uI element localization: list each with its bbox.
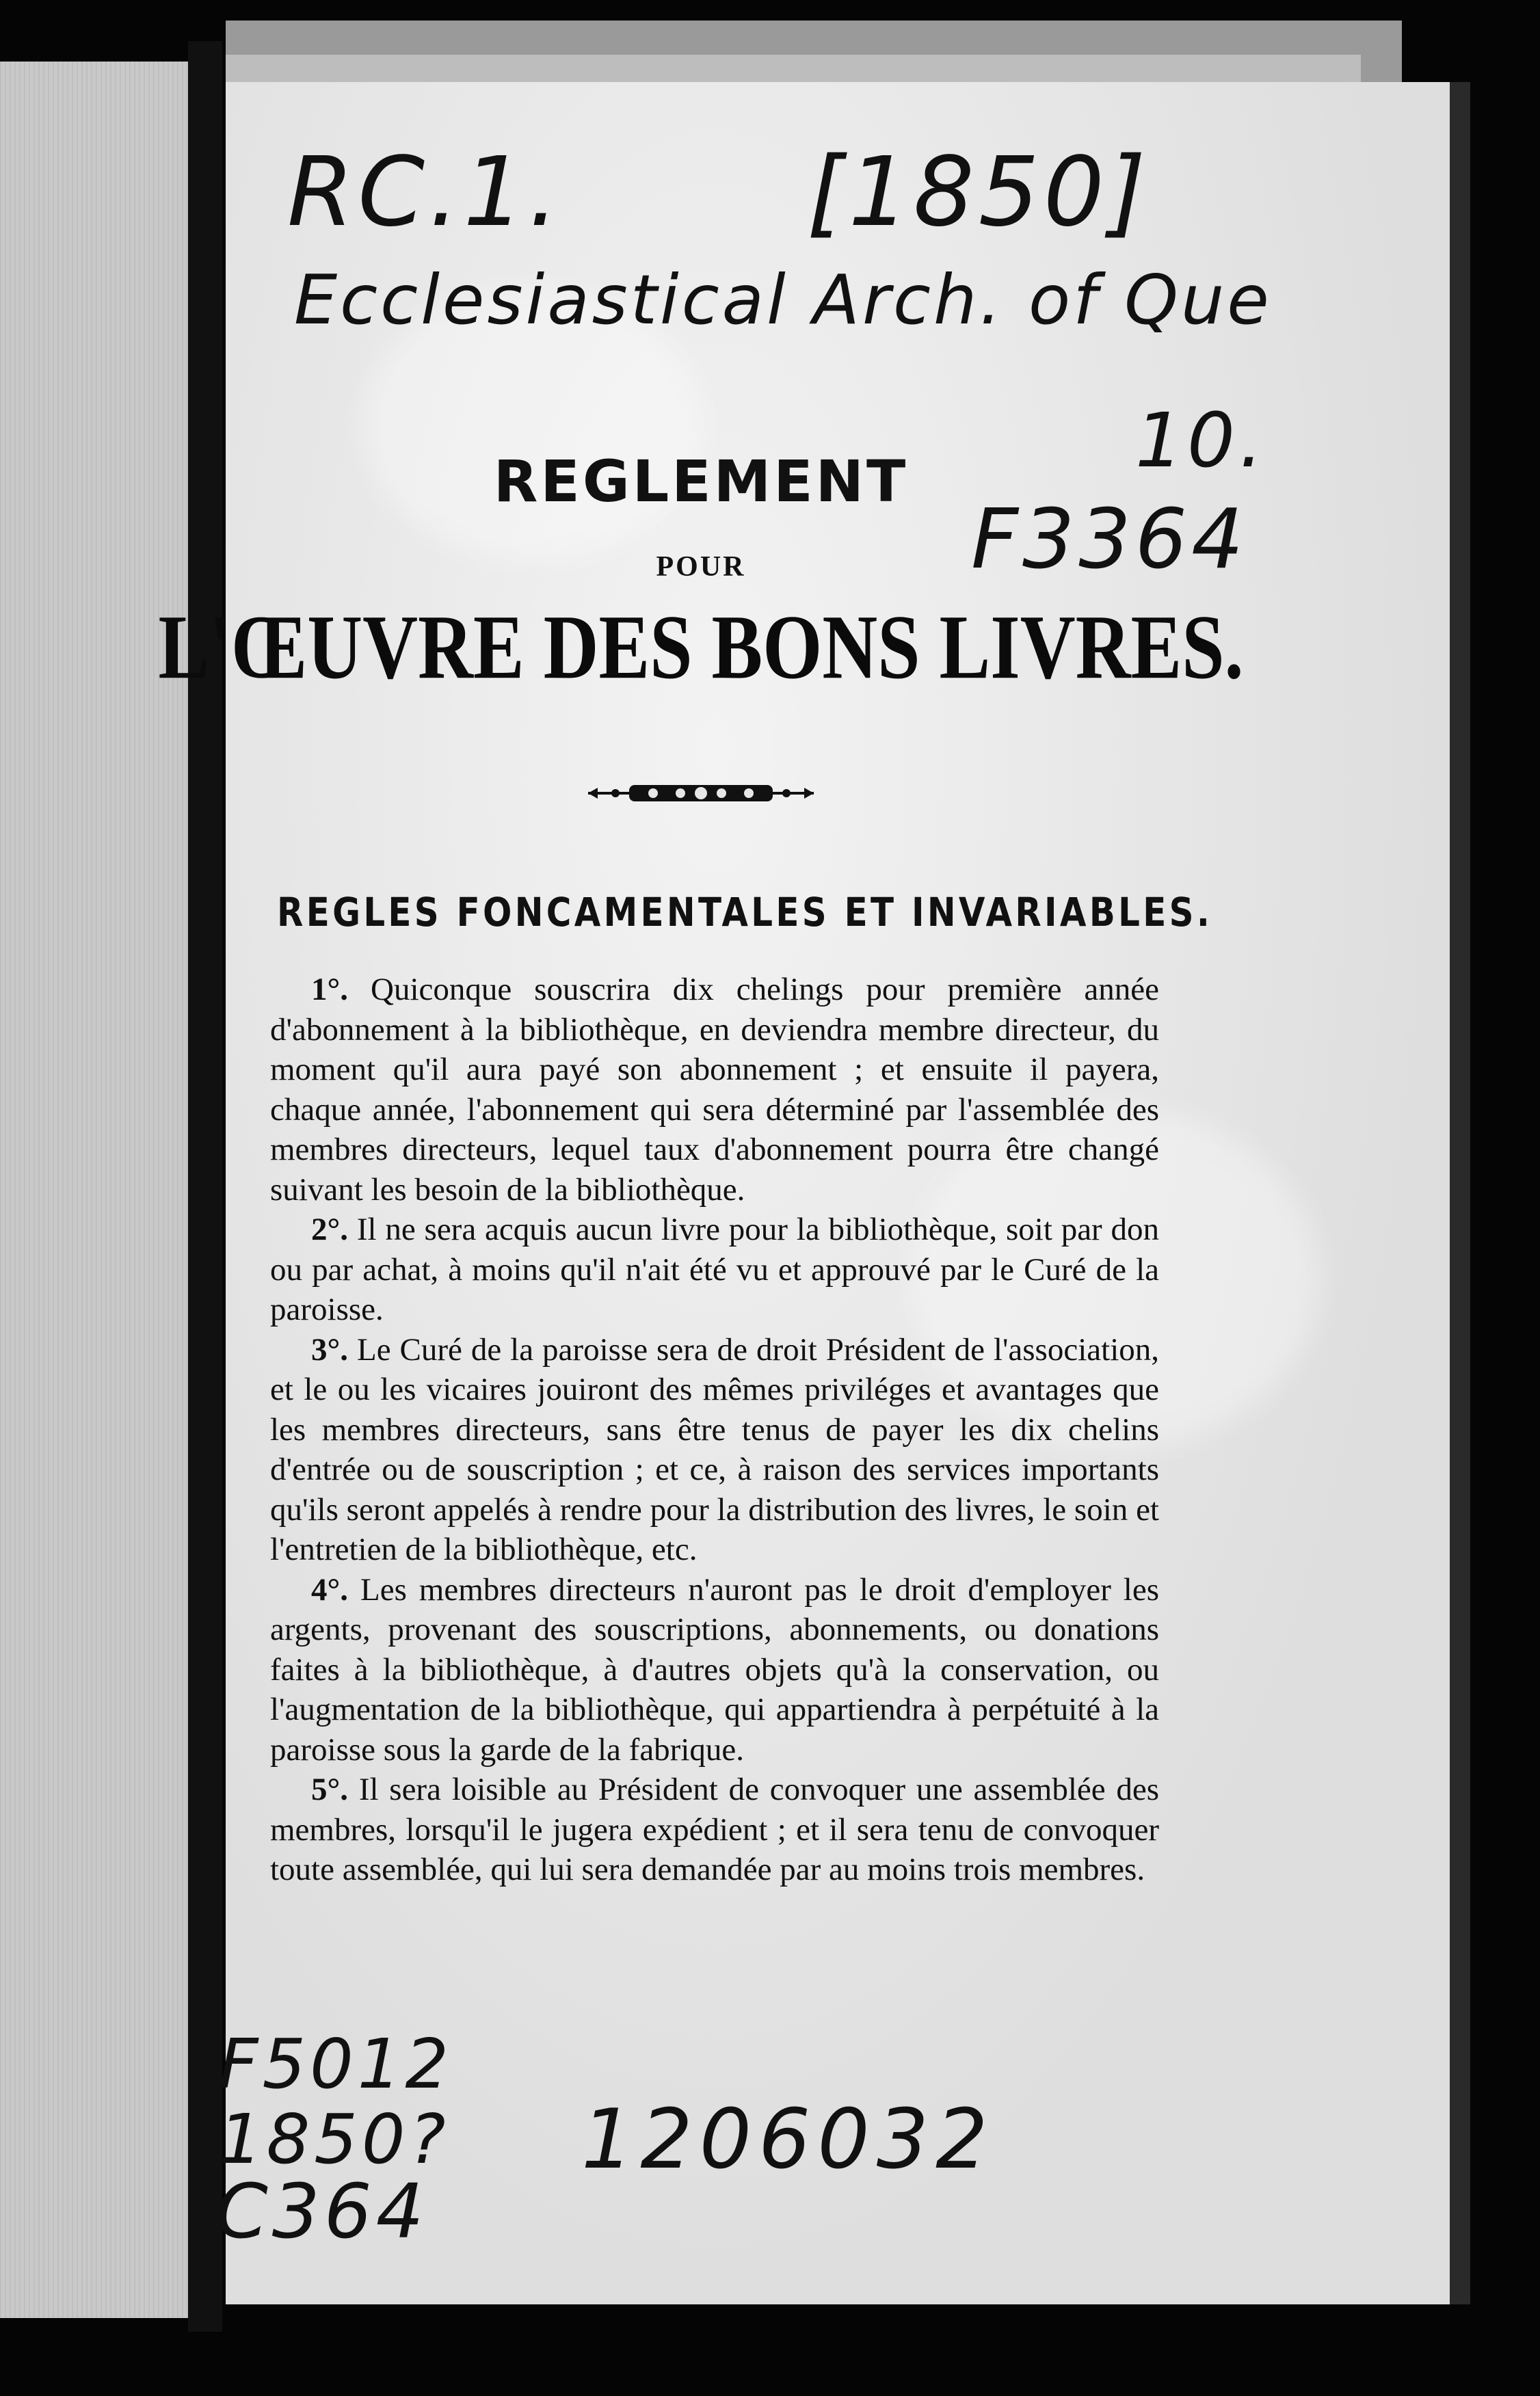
section-heading: REGLES FONCAMENTALES ET INVARIABLES. (277, 889, 1213, 935)
handwritten-code: F3364 (971, 492, 1248, 587)
handwritten-date: [1850] (807, 137, 1150, 248)
rule-paragraph (270, 1570, 1159, 1770)
rule-number: 5°. (311, 1772, 349, 1807)
rule-number: 4°. (311, 1571, 349, 1608)
handwritten-code-left-3: C364 (215, 2168, 428, 2255)
rule-number: 3°. (311, 1331, 349, 1368)
handwritten-code-left-2: 1850? (219, 2099, 450, 2179)
rule-paragraph (270, 970, 1159, 1210)
handwritten-inventory-number: 1206032 (581, 2092, 995, 2187)
title-connector: POUR (656, 551, 746, 583)
handwritten-source-note: Ecclesiastical Arch. of Que (294, 260, 1272, 340)
rule-number: 2°. (311, 1212, 349, 1247)
handwritten-mark: 10. (1135, 397, 1267, 484)
document-subtitle: L'ŒUVRE DES BONS LIVRES. (158, 596, 1244, 699)
facing-page (0, 62, 188, 2318)
binding-gutter (188, 41, 222, 2332)
rule-paragraph (270, 1770, 1159, 1890)
handwritten-catalog-mark: RC.1. (287, 137, 563, 248)
handwritten-code-left-1: F5012 (219, 2024, 453, 2104)
ornament-divider-icon (588, 780, 814, 807)
rule-paragraph (270, 1210, 1159, 1330)
rule-text: Les membres directeurs n'auront pas le droit d'employer les argents, provenant des souscriptions, abonnements, ou donations faites à la bibliothèque, à d'autres objets qu'à la conservation, ou l'augmentation de la bibliothèque, qui appartiendra à perpétuité à la paroisse sous la garde de la fabrique. (270, 1571, 1160, 1768)
rules-body (270, 970, 1159, 1890)
document-title: REGLEMENT (493, 448, 909, 515)
rule-text: Il ne sera acquis aucun livre pour la bibliothèque, soit par don ou par achat, à moins qu'il n'ait été vu et approuvé par le Curé de la paroisse. (270, 1212, 1160, 1327)
rule-paragraph (270, 1330, 1159, 1570)
rule-text: Quiconque souscrira dix chelings pour première année d'abonnement à la bibliothèque, en deviendra membre directeur, du moment qu'il aura payé son abonnement ; et ensuite il payera, chaque année, l'abonnement qui sera déterminé par l'assemblée des membres directeurs, lequel taux d'abonnement pourra être changé suivant les besoin de la bibliothèque. (270, 972, 1159, 1208)
rule-number: 1°. (311, 972, 349, 1007)
rule-text: Le Curé de la paroisse sera de droit Président de l'association, et le ou les vicaires jouiront des mêmes priviléges et avantages que les membres directeurs, sans être tenus de payer les dix chelins d'entrée ou de souscription ; et ce, à raison des services importants qu'ils seront appelés à rendre pour la distribution des livres, le soin et l'entretien de la bibliothèque, etc. (270, 1331, 1159, 1567)
rule-text: Il sera loisible au Président de convoquer une assemblée des membres, lorsqu'il le jugera expédient ; et il sera tenu de convoquer toute assemblée, qui lui sera demandée par au moins trois membres. (270, 1772, 1159, 1887)
